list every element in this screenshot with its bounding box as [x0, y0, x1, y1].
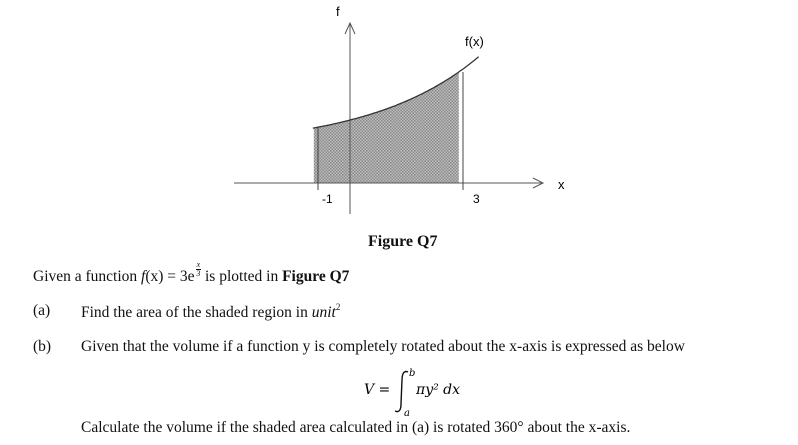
exponent-fraction — [196, 261, 202, 278]
intro-figure-ref: Figure Q7 — [282, 268, 350, 285]
formula-upper-limit: b — [409, 368, 416, 379]
formula-lower-limit: a — [404, 408, 410, 418]
x-axis-label: x — [558, 177, 565, 192]
part-b-calculation-text: Calculate the volume if the shaded area calculated in (a) is rotated 360° about the x-axis. — [81, 419, 631, 436]
exponent-numerator: x — [196, 259, 201, 269]
part-a-label: (a) — [33, 302, 51, 319]
curve-label: f(x) — [465, 34, 484, 49]
part-b-text: Given that the volume if a function y is completely rotated about the x-axis is expressed as below — [81, 338, 685, 355]
intro-expression: (x) = 3e — [145, 268, 195, 285]
shaded-region — [314, 72, 459, 183]
intro-sentence — [33, 259, 350, 286]
tick-label-right: 3 — [473, 192, 480, 206]
part-b-label: (b) — [33, 338, 52, 355]
volume-formula — [364, 366, 494, 418]
y-axis-label: f — [336, 4, 340, 19]
figure-caption: Figure Q7 — [368, 233, 438, 250]
tick-label-left: -1 — [322, 192, 333, 206]
intro-fx: f — [141, 268, 146, 285]
part-a-unit: unit — [311, 304, 336, 321]
part-a-question — [81, 302, 340, 322]
intro-prefix: Given a function — [33, 268, 142, 285]
part-a-unit-exponent: 2 — [335, 302, 341, 312]
intro-suffix: is plotted in — [201, 268, 283, 285]
integral-sign-icon — [395, 371, 408, 411]
part-a-text: Find the area of the shaded region in — [81, 304, 312, 321]
formula-integrand: πy² dx — [416, 382, 461, 398]
exponent-denominator: 3 — [196, 268, 201, 278]
formula-lhs: V = — [364, 382, 391, 398]
